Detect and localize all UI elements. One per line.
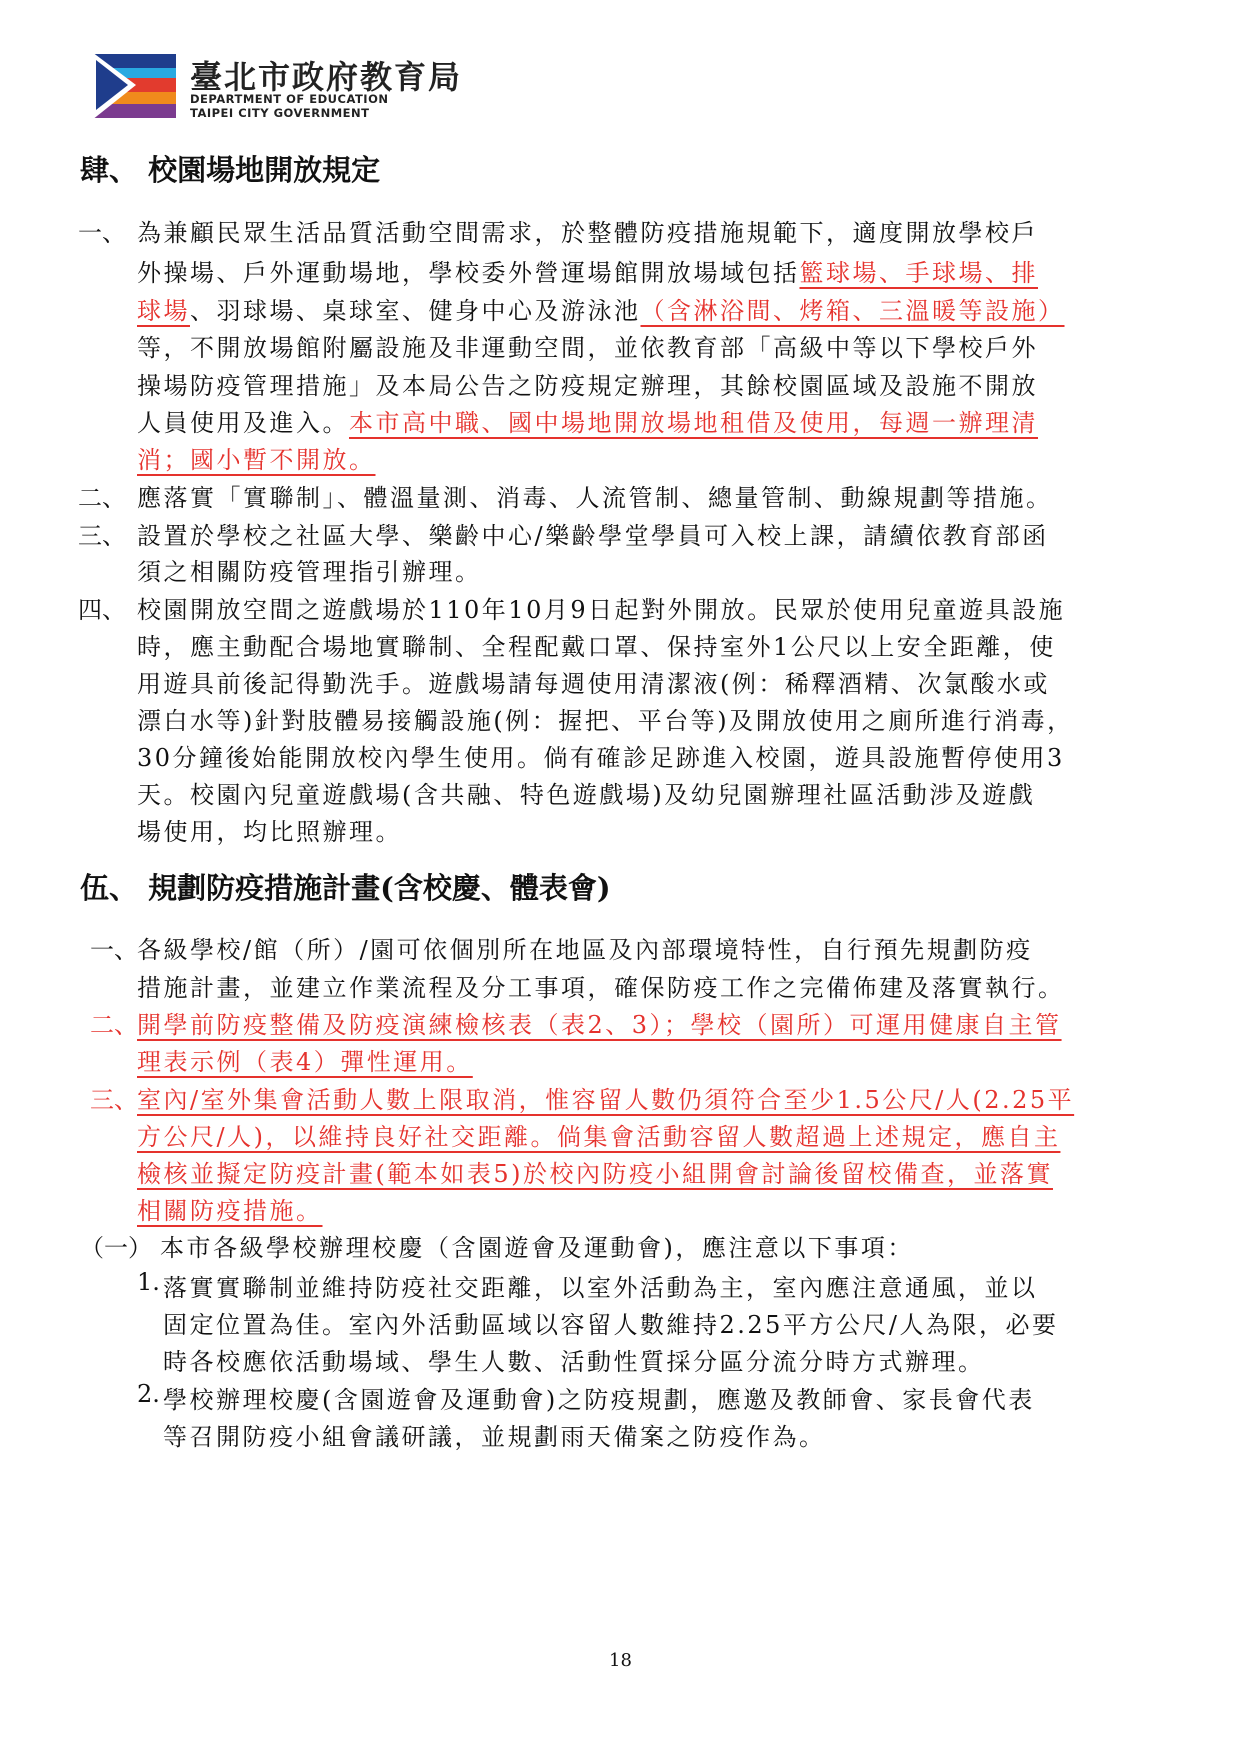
s4-item4-line6: 天。校園內兒童遊戲場(含共融、特色遊戲場)及幼兒園辦理社區活動涉及遊戲: [137, 781, 1036, 809]
department-logo-icon: [92, 48, 176, 122]
s4-item1-emphasis-court-end: 球場: [137, 297, 190, 325]
s5-item1-line2: 措施計畫，並建立作業流程及分工事項，確保防疫工作之完備佈建及落實執行。: [137, 974, 1065, 1002]
s4-item3-line2: 須之相關防疫管理指引辦理。: [137, 558, 482, 586]
s5-sub1-point2-line2: 等召開防疫小組會議研議，並規劃雨天備案之防疫作為。: [163, 1423, 826, 1451]
org-name-en-line2: TAIPEI CITY GOVERNMENT: [190, 106, 370, 120]
s4-item4-line3: 用遊具前後記得勤洗手。遊戲場請每週使用清潔液(例：稀釋酒精、次氯酸水或: [137, 670, 1050, 698]
s4-item1-emphasis-facilities: （含淋浴間、烤箱、三溫暖等設施）: [640, 297, 1065, 325]
s4-item3-number: 三、: [78, 522, 126, 550]
s4-item2-line1: 應落實「實聯制」、體溫量測、消毒、人流管制、總量管制、動線規劃等措施。: [137, 484, 1053, 512]
s4-item1-number: 一、: [78, 219, 126, 247]
s5-item1-number: 一、: [90, 936, 138, 964]
page-number: 18: [609, 1650, 632, 1671]
s4-item4-line7: 場使用，均比照辦理。: [137, 818, 402, 846]
s4-item4-line5: 30分鐘後始能開放校內學生使用。倘有確診足跡進入校園，遊具設施暫停使用3: [137, 744, 1065, 772]
s4-item4-line1: 校園開放空間之遊戲場於110年10月9日起對外開放。民眾於使用兒童遊具設施: [137, 596, 1066, 624]
section4-title: 肆、 校園場地開放規定: [80, 153, 381, 187]
s5-sub1-point1-number: 1.: [137, 1268, 160, 1296]
s5-sub1-point1-line2: 固定位置為佳。室內外活動區域以容留人數維持2.25平方公尺/人為限，必要: [163, 1311, 1059, 1339]
s4-item1-line6: 人員使用及進入。本市高中職、國中場地開放場地租借及使用，每週一辦理清: [137, 409, 1038, 437]
s5-item3-line2: 方公尺/人)，以維持良好社交距離。倘集會活動容留人數超過上述規定，應自主: [137, 1123, 1061, 1151]
s4-item3-line1: 設置於學校之社區大學、樂齡中心/樂齡學堂學員可入校上課，請續依教育部函: [137, 522, 1049, 550]
s5-sub1-point1-line3: 時各校應依活動場域、學生人數、活動性質採分區分流分時方式辦理。: [163, 1348, 985, 1376]
s4-item1-line5: 操場防疫管理措施」及本局公告之防疫規定辦理，其餘校園區域及設施不開放: [137, 372, 1038, 400]
s4-item4-line2: 時，應主動配合場地實聯制、全程配戴口罩、保持室外1公尺以上安全距離，使: [137, 633, 1056, 661]
s4-item1-line2: 外操場、戶外運動場地，學校委外營運場館開放場域包括籃球場、手球場、排: [137, 259, 1038, 287]
s5-item2-number: 二、: [90, 1011, 138, 1039]
s4-item1-emphasis-rental: 本市高中職、國中場地開放場地租借及使用，每週一辦理清: [349, 409, 1038, 437]
s5-sub1-point2-number: 2.: [137, 1380, 160, 1408]
s5-item1-line1: 各級學校/館（所）/園可依個別所在地區及內部環境特性，自行預先規劃防疫: [137, 936, 1033, 964]
s4-item1-line4: 等，不開放場館附屬設施及非運動空間，並依教育部「高級中等以下學校戶外: [137, 334, 1038, 362]
s4-item1-line7: 消；國小暫不開放。: [137, 446, 376, 474]
s4-item4-line4: 漂白水等)針對肢體易接觸設施(例：握把、平台等)及開放使用之廁所進行消毒，: [137, 707, 1074, 735]
s5-sub1-number: （一）: [80, 1234, 152, 1262]
s5-sub1-point1-line1: 落實實聯制並維持防疫社交距離，以室外活動為主，室內應注意通風，並以: [163, 1274, 1038, 1302]
s5-item3-line3: 檢核並擬定防疫計畫(範本如表5)於校內防疫小組開會討論後留校備查，並落實: [137, 1160, 1053, 1188]
s5-sub1-point2-line1: 學校辦理校慶(含園遊會及運動會)之防疫規劃，應邀及教師會、家長會代表: [163, 1386, 1035, 1414]
s5-item3-line1: 室內/室外集會活動人數上限取消，惟容留人數仍須符合至少1.5公尺/人(2.25平: [137, 1086, 1075, 1114]
s5-sub1-line1: 本市各級學校辦理校慶（含園遊會及運動會)，應注意以下事項：: [160, 1234, 914, 1262]
org-name-en-line1: DEPARTMENT OF EDUCATION: [190, 92, 389, 106]
s4-item1-emphasis-courts: 籃球場、手球場、排: [799, 259, 1038, 287]
section5-title: 伍、 規劃防疫措施計畫(含校慶、體表會): [80, 871, 611, 905]
s5-item2-line1: 開學前防疫整備及防疫演練檢核表（表2、3）；學校（園所）可運用健康自主管: [137, 1011, 1062, 1039]
s4-item1-line3: 球場、羽球場、桌球室、健身中心及游泳池（含淋浴間、烤箱、三溫暖等設施）: [137, 297, 1065, 325]
org-name-zh: 臺北市政府教育局: [190, 58, 463, 96]
s4-item4-number: 四、: [78, 596, 126, 624]
s5-item3-line4: 相關防疫措施。: [137, 1197, 323, 1225]
s5-item3-number: 三、: [90, 1086, 138, 1114]
s5-item2-line2: 理表示例（表4）彈性運用。: [137, 1048, 473, 1076]
s4-item1-line1: 為兼顧民眾生活品質活動空間需求，於整體防疫措施規範下，適度開放學校戶: [137, 219, 1038, 247]
s4-item2-number: 二、: [78, 484, 126, 512]
